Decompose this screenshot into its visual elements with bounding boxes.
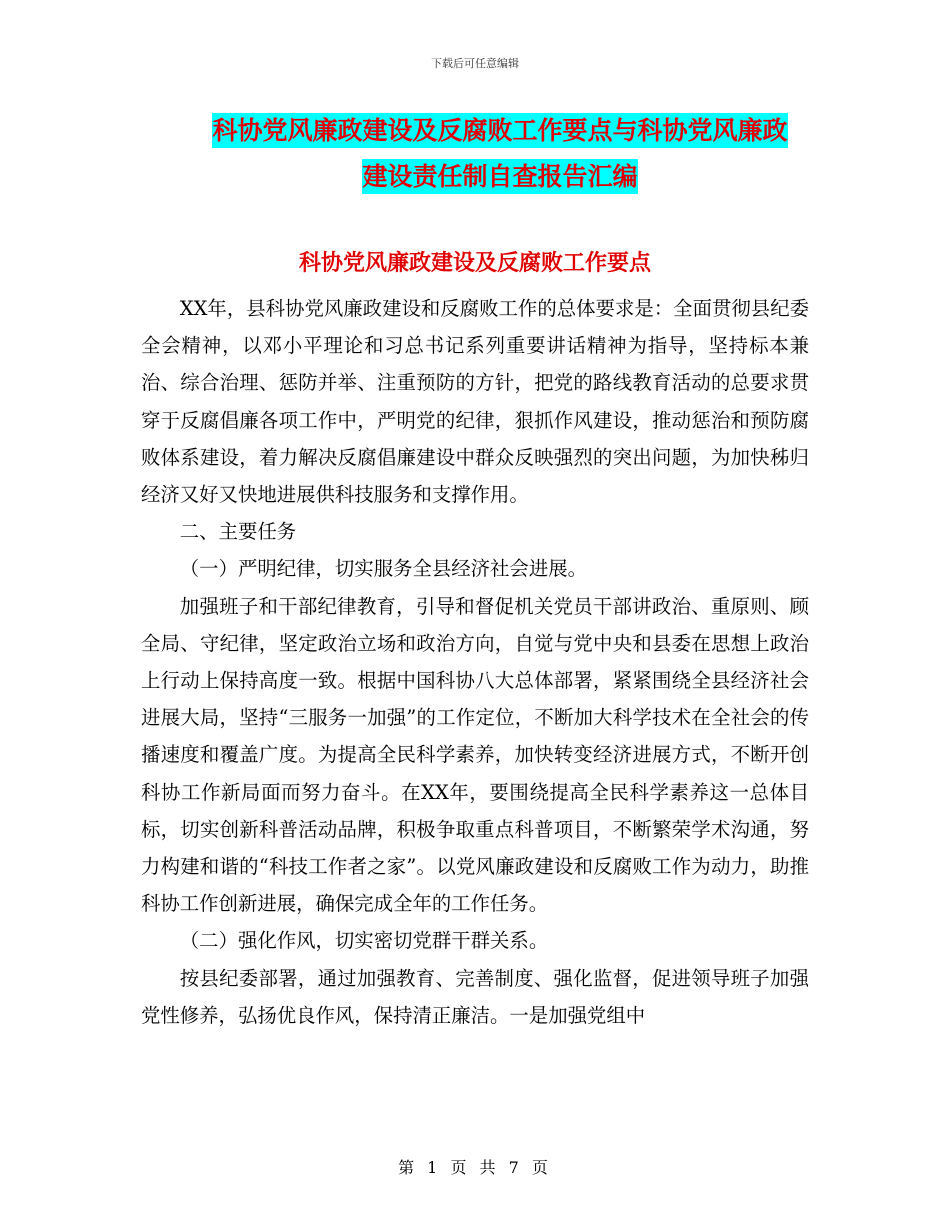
paragraph: （一）严明纪律，切实服务全县经济社会进展。 — [179, 557, 587, 581]
paragraph: 加强班子和干部纪律教育，引导和督促机关党员干部讲政治、重原则、顾全局、守纪律，坚定政治立场和政治方向，自觉与党中央和县委在思想上政治上行动上保持高度一致。根据中国科协八大总体部署，紧紧围绕全县经济社会进展大局，坚持“三服务一加强”的工作定位，不断加大科学技术在全社会的传播速度和覆盖广度。为提高全民科学素养，加快转变经济进展方式，不断开创科协工作新局面而努力奋斗。在XX年，要围绕提高全民科学素养这一总体目标，切实创新科普活动品牌，积极争取重点科普项目，不断繁荣学术沟通，努力构建和谐的“科技工作者之家”。以党风廉政建设和反腐败工作为动力，助推科协工作创新进展，确保完成全年的工作任务。 — [141, 594, 809, 916]
document-title — [140, 108, 860, 200]
paragraph: 按县纪委部署，通过加强教育、完善制度、强化监督，促进领导班子加强党性修养，弘扬优良作风，保持清正廉洁。一是加强党组中 — [141, 966, 809, 1027]
paragraph: （二）强化作风，切实密切党群干群关系。 — [179, 929, 549, 953]
header-note: 下载后可任意编辑 — [431, 57, 519, 70]
paragraph: XX年，县科协党风廉政建设和反腐败工作的总体要求是：全面贯彻县纪委全会精神，以邓小平理论和习总书记系列重要讲话精神为指导，坚持标本兼治、综合治理、惩防并举、注重预防的方针，把党的路线教育活动的总要求贯穿于反腐倡廉各项工作中，严明党的纪律，狠抓作风建设，推动惩治和预防腐败体系建设，着力解决反腐倡廉建设中群众反映强烈的突出问题，为加快秭归经济又好又快地进展供科技服务和支撑作用。 — [141, 297, 809, 507]
page-footer: 第 1 页 共 7 页 — [398, 1158, 552, 1177]
paragraph: 二、主要任务 — [179, 520, 297, 544]
section-title: 科协党风廉政建设及反腐败工作要点 — [298, 251, 651, 276]
title-line-2: 建设责任制自查报告汇编 — [362, 159, 637, 194]
document-body — [141, 290, 809, 1034]
title-line-1: 科协党风廉政建设及反腐败工作要点与科协党风廉政 — [212, 113, 787, 148]
